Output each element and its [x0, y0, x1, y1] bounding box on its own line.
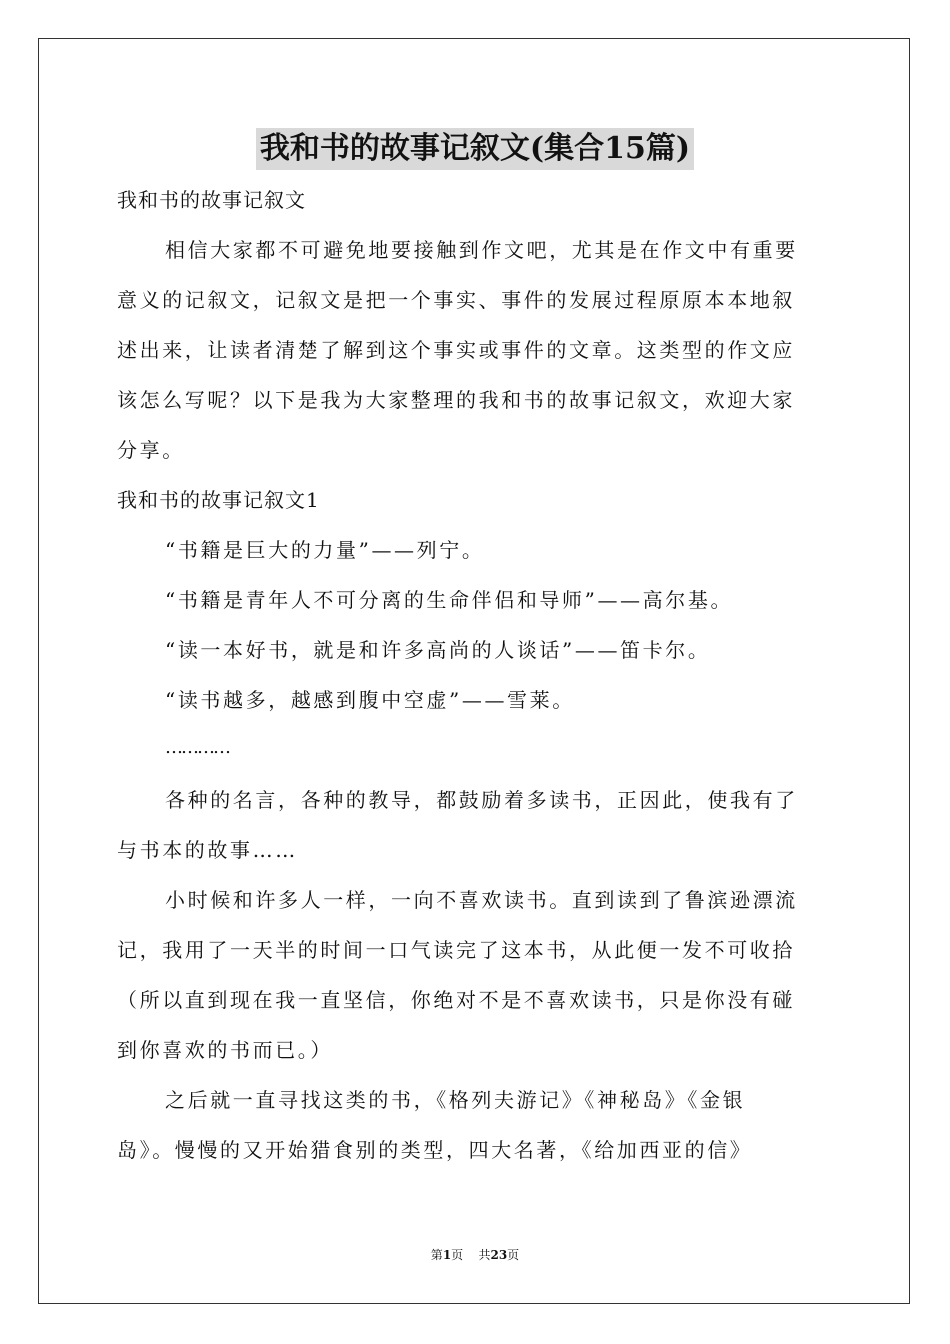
paragraph-line: 之后就一直寻找这类的书，《格列夫游记》《神秘岛》《金银	[165, 1088, 746, 1112]
paragraph-line: 岛》。慢慢的又开始猎食别的类型，四大名著，《给加西亚的信》	[117, 1138, 753, 1162]
paragraph-line: 与书本的故事……	[117, 838, 298, 862]
document-title: 我和书的故事记叙文(集合15篇)	[256, 128, 694, 170]
paragraph-line: 意义的记叙文，记叙文是把一个事实、事件的发展过程原原本本地叙	[117, 288, 795, 312]
paragraph-line: 小时候和许多人一样，一向不喜欢读书。直到读到了鲁滨逊漂流	[165, 888, 798, 912]
title-container	[0, 128, 950, 170]
section-heading: 我和书的故事记叙文1	[117, 488, 320, 512]
quote-line: “书籍是青年人不可分离的生命伴侣和导师”——高尔基。	[165, 588, 734, 612]
quote-line: “书籍是巨大的力量”——列宁。	[165, 538, 485, 562]
page-number: 1	[442, 1248, 452, 1262]
paragraph-line: 述出来，让读者清楚了解到这个事实或事件的文章。这类型的作文应	[117, 338, 795, 362]
total-suffix: 页	[507, 1248, 520, 1262]
paragraph-line: 记，我用了一天半的时间一口气读完了这本书，从此便一发不可收拾	[117, 938, 795, 962]
paragraph-line: 分享。	[117, 438, 185, 462]
total-prefix: 共	[478, 1248, 491, 1262]
page-border	[38, 38, 910, 1304]
paragraph-line: （所以直到现在我一直坚信，你绝对不是不喜欢读书，只是你没有碰	[117, 988, 795, 1012]
page-suffix: 页	[451, 1248, 464, 1262]
total-pages: 23	[490, 1248, 508, 1262]
section-heading: 我和书的故事记叙文	[117, 188, 306, 212]
paragraph-line: 相信大家都不可避免地要接触到作文吧，尤其是在作文中有重要	[165, 238, 798, 262]
paragraph-line: 各种的名言，各种的教导，都鼓励着多读书，正因此，使我有了	[165, 788, 798, 812]
ellipsis-line: …………	[165, 737, 229, 758]
quote-line: “读书越多，越感到腹中空虚”——雪莱。	[165, 688, 575, 712]
page-footer	[0, 1247, 950, 1263]
paragraph-line: 该怎么写呢？以下是我为大家整理的我和书的故事记叙文，欢迎大家	[117, 388, 795, 412]
page-prefix: 第	[430, 1248, 443, 1262]
paragraph-line: 到你喜欢的书而已。）	[117, 1038, 333, 1062]
quote-line: “读一本好书，就是和许多高尚的人谈话”——笛卡尔。	[165, 638, 711, 662]
